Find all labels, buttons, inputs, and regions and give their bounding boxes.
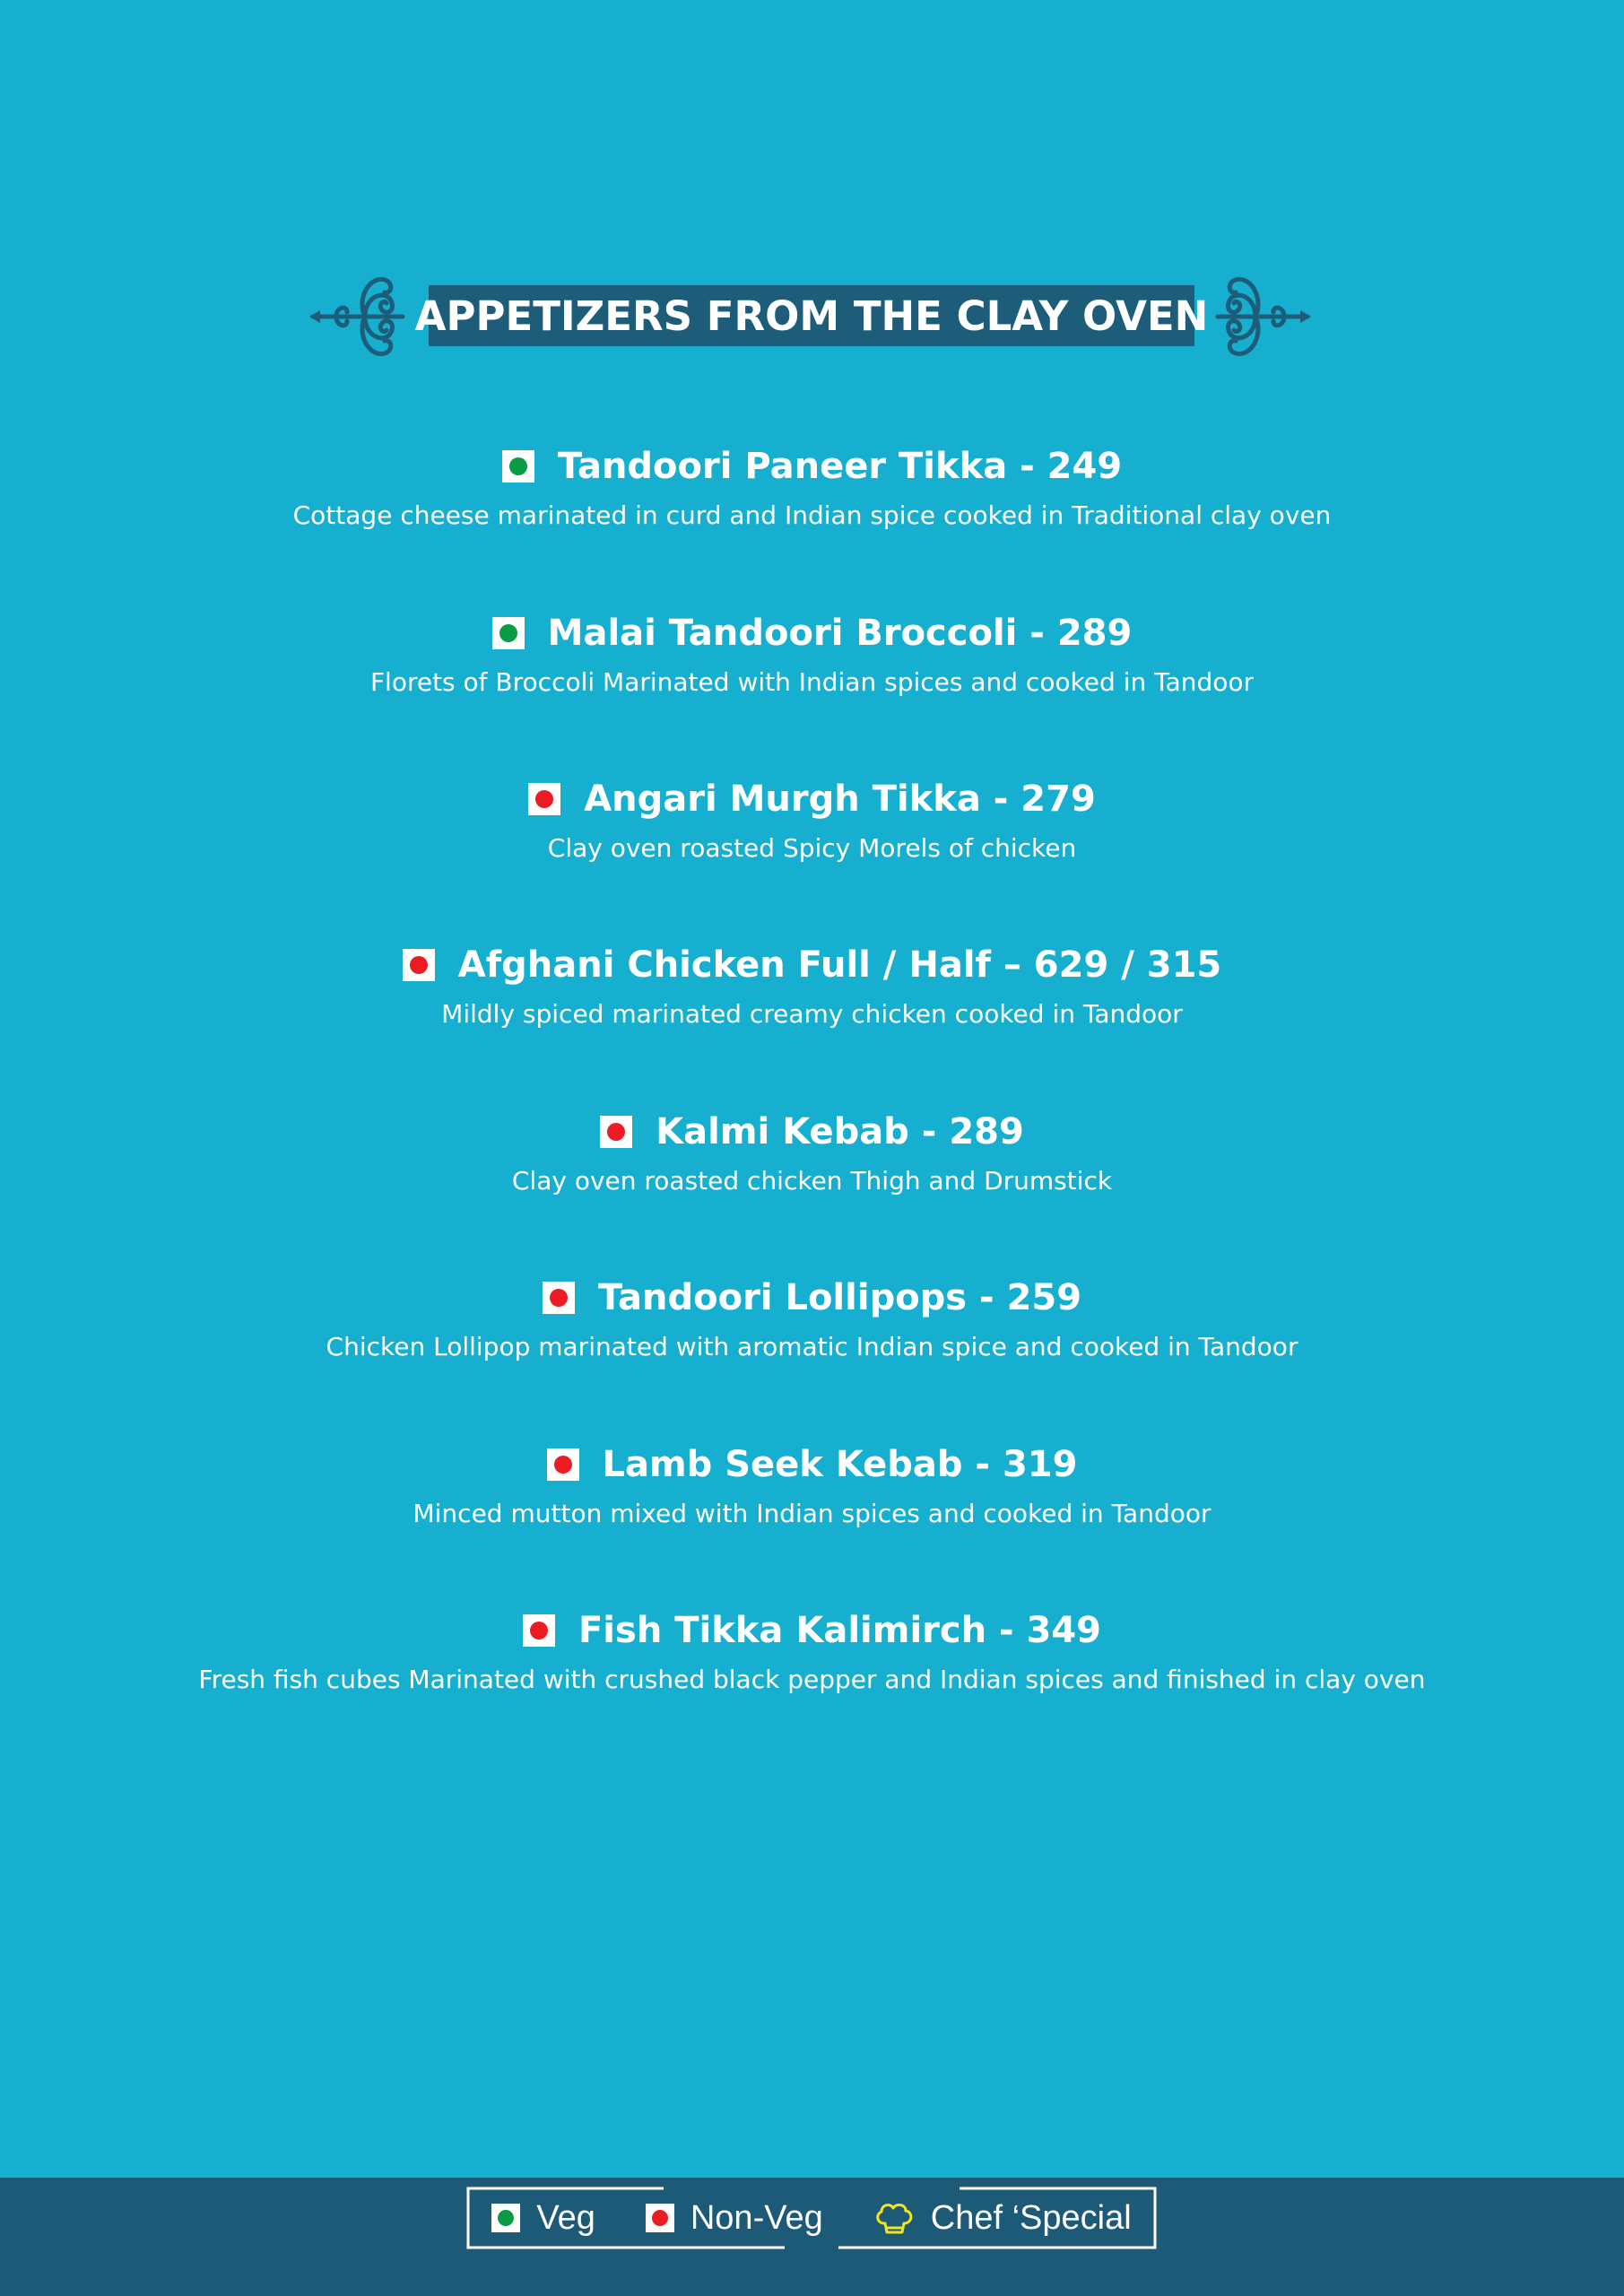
right-scroll-ornament-icon <box>1212 267 1311 366</box>
veg-marker-icon <box>502 450 534 483</box>
nonveg-marker-icon <box>528 783 560 815</box>
section-title: APPETIZERS FROM THE CLAY OVEN <box>429 285 1194 346</box>
legend-nonveg <box>646 2199 823 2238</box>
nonveg-marker-icon <box>600 1116 632 1148</box>
menu-item-title: Angari Murgh Tikka - 279 <box>584 778 1096 820</box>
nonveg-marker-icon <box>523 1614 555 1647</box>
menu-item <box>0 772 1624 863</box>
nonveg-marker-icon <box>403 949 435 981</box>
menu-item-title: Tandoori Paneer Tikka - 249 <box>557 446 1123 487</box>
nonveg-marker-icon <box>547 1448 579 1481</box>
veg-marker-icon <box>492 617 525 649</box>
legend-veg <box>491 2199 595 2238</box>
menu-item <box>0 1438 1624 1528</box>
nonveg-marker-icon <box>543 1282 575 1314</box>
menu-item <box>0 606 1624 697</box>
menu-item-title: Fish Tikka Kalimirch - 349 <box>578 1610 1102 1651</box>
legend-veg-label: Veg <box>536 2198 595 2237</box>
menu-item-description: Clay oven roasted Spicy Morels of chicken <box>547 833 1077 863</box>
menu-item-description: Florets of Broccoli Marinated with Indian spices and cooked in Tandoor <box>369 667 1255 697</box>
menu-item <box>0 439 1624 530</box>
menu-item-title: Malai Tandoori Broccoli - 289 <box>547 613 1133 654</box>
menu-item-description: Clay oven roasted chicken Thigh and Drumstick <box>511 1166 1113 1196</box>
legend-chef-label: Chef ‘Special <box>930 2198 1132 2237</box>
menu-item-description: Fresh fish cubes Marinated with crushed black pepper and Indian spices and finished in clay oven <box>198 1665 1426 1694</box>
menu-item-title: Afghani Chicken Full / Half – 629 / 315 <box>457 944 1222 986</box>
menu-item-title: Tandoori Lollipops - 259 <box>597 1277 1082 1318</box>
menu-item <box>0 1105 1624 1196</box>
legend-chef-special <box>873 2199 1132 2238</box>
nonveg-marker-icon <box>646 2204 674 2232</box>
menu-item-description: Mildly spiced marinated creamy chicken cooked in Tandoor <box>441 999 1183 1029</box>
menu-item-description: Cottage cheese marinated in curd and Indian spice cooked in Traditional clay oven <box>292 500 1332 530</box>
menu-item-title: Kalmi Kebab - 289 <box>656 1111 1024 1152</box>
menu-item <box>0 938 1624 1029</box>
legend <box>466 2187 1157 2249</box>
menu-item-title: Lamb Seek Kebab - 319 <box>602 1444 1078 1485</box>
veg-marker-icon <box>491 2204 520 2232</box>
chef-hat-icon <box>873 2200 915 2236</box>
left-scroll-ornament-icon <box>309 267 408 366</box>
menu-item-description: Chicken Lollipop marinated with aromatic Indian spice and cooked in Tandoor <box>326 1332 1298 1361</box>
menu-item-description: Minced mutton mixed with Indian spices and cooked in Tandoor <box>413 1499 1211 1528</box>
menu-item <box>0 1604 1624 1694</box>
legend-nonveg-label: Non-Veg <box>690 2198 823 2237</box>
menu-item <box>0 1271 1624 1361</box>
